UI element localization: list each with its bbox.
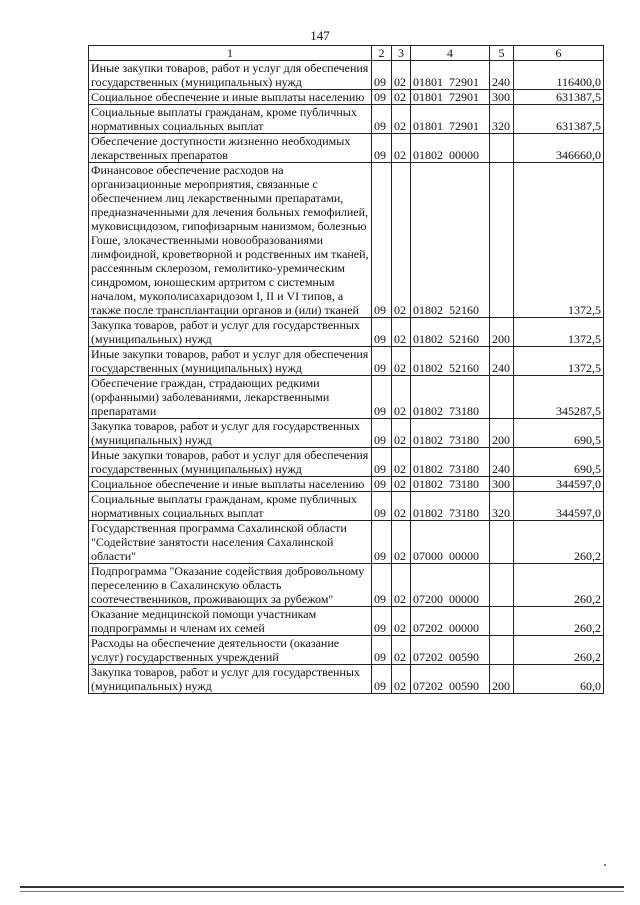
cell-section: 09 <box>372 61 392 90</box>
cell-name: Оказание медицинской помощи участникам подпрограммы и членам их семей <box>89 607 372 636</box>
cell-expense-type: 300 <box>490 90 514 105</box>
table-row <box>89 90 604 105</box>
cell-name: Социальные выплаты гражданам, кроме публичных нормативных социальных выплат <box>89 492 372 521</box>
cell-amount: 116400,0 <box>514 61 604 90</box>
cell-expense-type: 300 <box>490 477 514 492</box>
cell-expense-type: 200 <box>490 318 514 347</box>
cell-section: 09 <box>372 90 392 105</box>
cell-name: Иные закупки товаров, работ и услуг для обеспечения государственных (муниципальных) нужд <box>89 61 372 90</box>
cell-amount: 345287,5 <box>514 376 604 419</box>
cell-amount: 690,5 <box>514 419 604 448</box>
header-col-subsection: 3 <box>392 46 411 61</box>
cell-target-code: 01801 72901 <box>411 105 490 134</box>
cell-section: 09 <box>372 347 392 376</box>
header-col-name: 1 <box>89 46 372 61</box>
cell-target-code: 01802 52160 <box>411 347 490 376</box>
table-row <box>89 347 604 376</box>
header-col-section: 2 <box>372 46 392 61</box>
cell-name: Социальное обеспечение и иные выплаты населению <box>89 90 372 105</box>
cell-amount: 344597,0 <box>514 477 604 492</box>
cell-subsection: 02 <box>392 521 411 564</box>
cell-target-code: 01802 00000 <box>411 134 490 163</box>
cell-amount: 260,2 <box>514 564 604 607</box>
cell-name: Иные закупки товаров, работ и услуг для обеспечения государственных (муниципальных) нужд <box>89 448 372 477</box>
cell-amount: 631387,5 <box>514 105 604 134</box>
table-row <box>89 492 604 521</box>
cell-name: Социальные выплаты гражданам, кроме публичных нормативных социальных выплат <box>89 105 372 134</box>
cell-subsection: 02 <box>392 318 411 347</box>
cell-target-code: 01802 73180 <box>411 477 490 492</box>
footer-rule <box>20 886 624 888</box>
cell-expense-type <box>490 607 514 636</box>
cell-amount: 60,0 <box>514 665 604 694</box>
cell-name: Закупка товаров, работ и услуг для государственных (муниципальных) нужд <box>89 318 372 347</box>
cell-target-code: 01802 73180 <box>411 448 490 477</box>
cell-name: Обеспечение доступности жизненно необходимых лекарственных препаратов <box>89 134 372 163</box>
table-row <box>89 448 604 477</box>
cell-subsection: 02 <box>392 105 411 134</box>
table-row <box>89 376 604 419</box>
cell-subsection: 02 <box>392 665 411 694</box>
cell-section: 09 <box>372 163 392 318</box>
cell-target-code: 01802 73180 <box>411 419 490 448</box>
cell-section: 09 <box>372 477 392 492</box>
scan-speck <box>604 864 606 866</box>
cell-amount: 1372,5 <box>514 347 604 376</box>
cell-target-code: 01802 52160 <box>411 318 490 347</box>
table-row <box>89 163 604 318</box>
cell-name: Обеспечение граждан, страдающих редкими (орфанными) заболеваниями, лекарственными препаратами <box>89 376 372 419</box>
cell-target-code: 07202 00590 <box>411 665 490 694</box>
header-col-expense-type: 5 <box>490 46 514 61</box>
table-row <box>89 665 604 694</box>
cell-amount: 690,5 <box>514 448 604 477</box>
cell-target-code: 01801 72901 <box>411 61 490 90</box>
cell-section: 09 <box>372 134 392 163</box>
cell-expense-type <box>490 163 514 318</box>
cell-target-code: 01802 52160 <box>411 163 490 318</box>
cell-section: 09 <box>372 318 392 347</box>
cell-subsection: 02 <box>392 376 411 419</box>
table-row <box>89 636 604 665</box>
cell-amount: 1372,5 <box>514 163 604 318</box>
cell-section: 09 <box>372 607 392 636</box>
cell-subsection: 02 <box>392 564 411 607</box>
table-row <box>89 477 604 492</box>
table-row <box>89 318 604 347</box>
cell-amount: 260,2 <box>514 636 604 665</box>
cell-section: 09 <box>372 665 392 694</box>
cell-subsection: 02 <box>392 477 411 492</box>
cell-section: 09 <box>372 492 392 521</box>
cell-target-code: 01801 72901 <box>411 90 490 105</box>
cell-section: 09 <box>372 376 392 419</box>
page-number: 147 <box>310 28 330 43</box>
table-row <box>89 564 604 607</box>
cell-target-code: 07200 00000 <box>411 564 490 607</box>
table-row <box>89 61 604 90</box>
cell-subsection: 02 <box>392 492 411 521</box>
cell-target-code: 07000 00000 <box>411 521 490 564</box>
table-header-row <box>89 46 604 61</box>
cell-target-code: 01802 73180 <box>411 376 490 419</box>
cell-subsection: 02 <box>392 419 411 448</box>
cell-name: Закупка товаров, работ и услуг для государственных (муниципальных) нужд <box>89 419 372 448</box>
table-body <box>89 61 604 694</box>
cell-amount: 260,2 <box>514 607 604 636</box>
table-row <box>89 521 604 564</box>
cell-name: Финансовое обеспечение расходов на организационные мероприятия, связанные с обеспечением лиц лекарственными препаратами, предназначенными для лечения больных гемофилией, муковисцидозом, гипофизарным нанизмом, болезнью Гоше, злокачественными новообразованиями лимфоидной, кроветворной и родственных им тканей, рассеянным склерозом, гемолитико-уремическим синдромом, юношеским артритом с системным началом, мукополисахаридозом I, II и VI типов, а также после трансплантации органов и (или) тканей <box>89 163 372 318</box>
cell-expense-type: 320 <box>490 492 514 521</box>
cell-name: Подпрограмма "Оказание содействия добровольному переселению в Сахалинскую область соотечественников, проживающих за рубежом" <box>89 564 372 607</box>
cell-expense-type <box>490 564 514 607</box>
cell-subsection: 02 <box>392 448 411 477</box>
cell-subsection: 02 <box>392 61 411 90</box>
cell-name: Иные закупки товаров, работ и услуг для обеспечения государственных (муниципальных) нужд <box>89 347 372 376</box>
cell-name: Государственная программа Сахалинской области "Содействие занятости населения Сахалинской области" <box>89 521 372 564</box>
cell-expense-type: 320 <box>490 105 514 134</box>
cell-section: 09 <box>372 448 392 477</box>
budget-table <box>88 45 604 694</box>
cell-expense-type <box>490 636 514 665</box>
cell-subsection: 02 <box>392 90 411 105</box>
table-row <box>89 419 604 448</box>
cell-amount: 260,2 <box>514 521 604 564</box>
cell-name: Расходы на обеспечение деятельности (оказание услуг) государственных учреждений <box>89 636 372 665</box>
cell-subsection: 02 <box>392 134 411 163</box>
cell-section: 09 <box>372 105 392 134</box>
cell-expense-type: 200 <box>490 419 514 448</box>
cell-expense-type: 240 <box>490 448 514 477</box>
cell-expense-type <box>490 134 514 163</box>
cell-amount: 344597,0 <box>514 492 604 521</box>
header-col-target-code: 4 <box>411 46 490 61</box>
cell-expense-type: 240 <box>490 61 514 90</box>
cell-target-code: 01802 73180 <box>411 492 490 521</box>
cell-subsection: 02 <box>392 163 411 318</box>
table-row <box>89 134 604 163</box>
cell-expense-type <box>490 521 514 564</box>
table-row <box>89 607 604 636</box>
cell-section: 09 <box>372 521 392 564</box>
cell-subsection: 02 <box>392 607 411 636</box>
cell-name: Социальное обеспечение и иные выплаты населению <box>89 477 372 492</box>
cell-expense-type: 200 <box>490 665 514 694</box>
cell-amount: 1372,5 <box>514 318 604 347</box>
table-row <box>89 105 604 134</box>
cell-amount: 346660,0 <box>514 134 604 163</box>
cell-section: 09 <box>372 419 392 448</box>
header-col-amount: 6 <box>514 46 604 61</box>
cell-name: Закупка товаров, работ и услуг для государственных (муниципальных) нужд <box>89 665 372 694</box>
footer-rule-thin <box>20 891 624 892</box>
cell-amount: 631387,5 <box>514 90 604 105</box>
cell-target-code: 07202 00000 <box>411 607 490 636</box>
cell-target-code: 07202 00590 <box>411 636 490 665</box>
cell-subsection: 02 <box>392 347 411 376</box>
cell-section: 09 <box>372 636 392 665</box>
cell-subsection: 02 <box>392 636 411 665</box>
cell-expense-type: 240 <box>490 347 514 376</box>
cell-section: 09 <box>372 564 392 607</box>
cell-expense-type <box>490 376 514 419</box>
